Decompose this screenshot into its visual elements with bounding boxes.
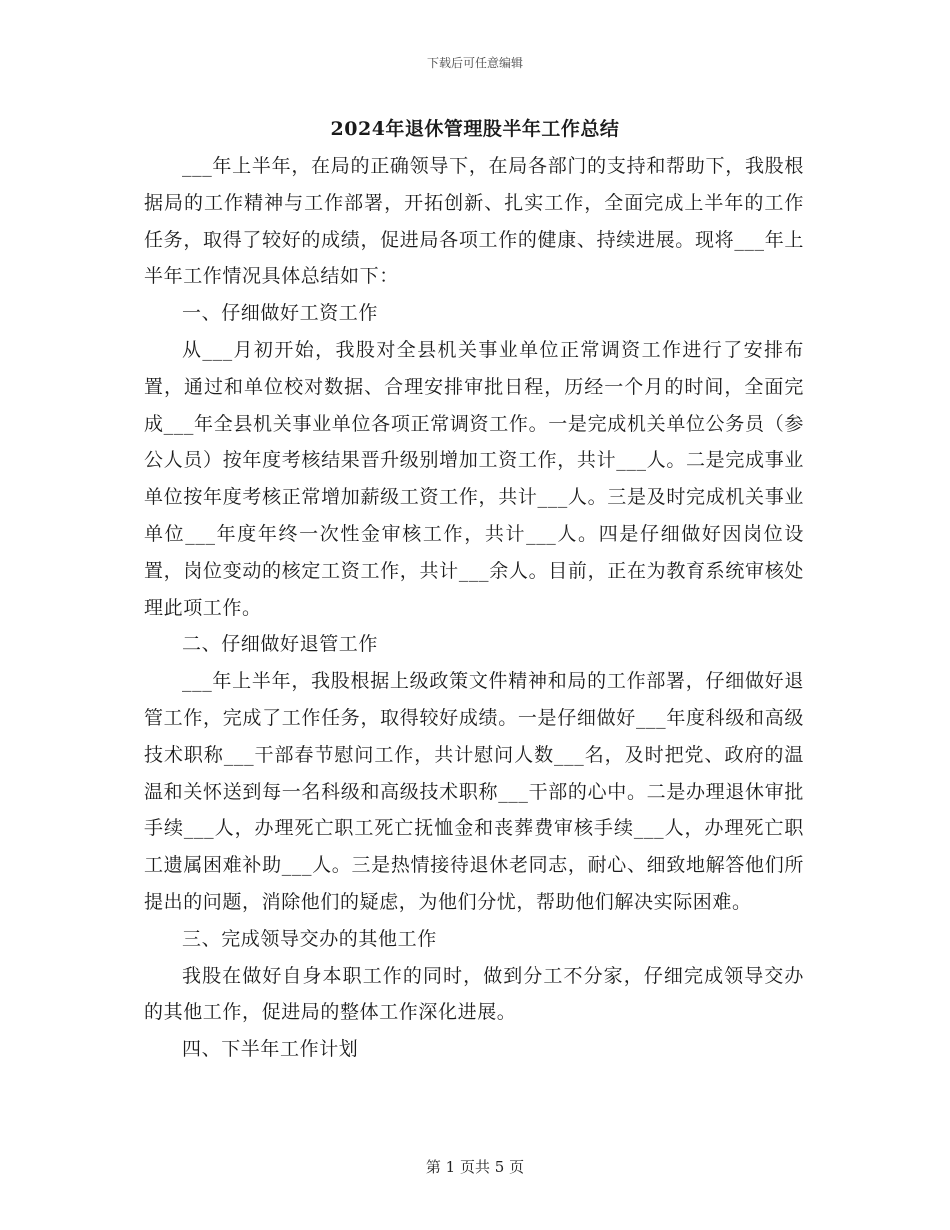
paragraph-section-1: 从___月初开始，我股对全县机关事业单位正常调资工作进行了安排布置，通过和单位校对数据、合理安排审批日程，历经一个月的时间，全面完成___年全县机关事业单位各项正常调资工作。一是完成机关单位公务员（参公人员）按年度考核结果晋升级别增加工资工作，共计___人。二是完成事业单位按年度考核正常增加薪级工资工作，共计___人。三是及时完成机关事业单位___年度年终一次性金审核工作，共计___人。四是仔细做好因岗位设置，岗位变动的核定工资工作，共计___余人。目前，正在为教育系统审核处理此项工作。 [144,338,804,619]
document-title: 2024年退休管理股半年工作总结 [330,118,620,140]
paragraph-intro: ___年上半年，在局的正确领导下，在局各部门的支持和帮助下，我股根据局的工作精神与工作部署，开拓创新、扎实工作，全面完成上半年的工作任务，取得了较好的成绩，促进局各项工作的健康、持续进展。现将___年上半年工作情况具体总结如下： [144,155,804,288]
section-heading-2: 二、仔细做好退管工作 [182,633,379,656]
page-number: 第 1 页共 5 页 [425,1158,525,1176]
paragraph-section-2: ___年上半年，我股根据上级政策文件精神和局的工作部署，仔细做好退管工作，完成了工作任务，取得较好成绩。一是仔细做好___年度科级和高级技术职称___干部春节慰问工作，共计慰问人数___名，及时把党、政府的温温和关怀送到每一名科级和高级技术职称___干部的心中。二是办理退休审批手续___人，办理死亡职工死亡抚恤金和丧葬费审核手续___人，办理死亡职工遗属困难补助___人。三是热情接待退休老同志，耐心、细致地解答他们所提出的问题，消除他们的疑虑，为他们分忧，帮助他们解决实际困难。 [144,670,804,913]
paragraph-section-3: 我股在做好自身本职工作的同时，做到分工不分家，仔细完成领导交办的其他工作，促进局的整体工作深化进展。 [144,964,804,1024]
section-heading-1: 一、仔细做好工资工作 [182,302,379,325]
section-heading-3: 三、完成领导交办的其他工作 [182,927,437,950]
header-note: 下载后可任意编辑 [426,56,523,70]
section-heading-4: 四、下半年工作计划 [182,1038,359,1061]
document-body [144,148,804,1068]
